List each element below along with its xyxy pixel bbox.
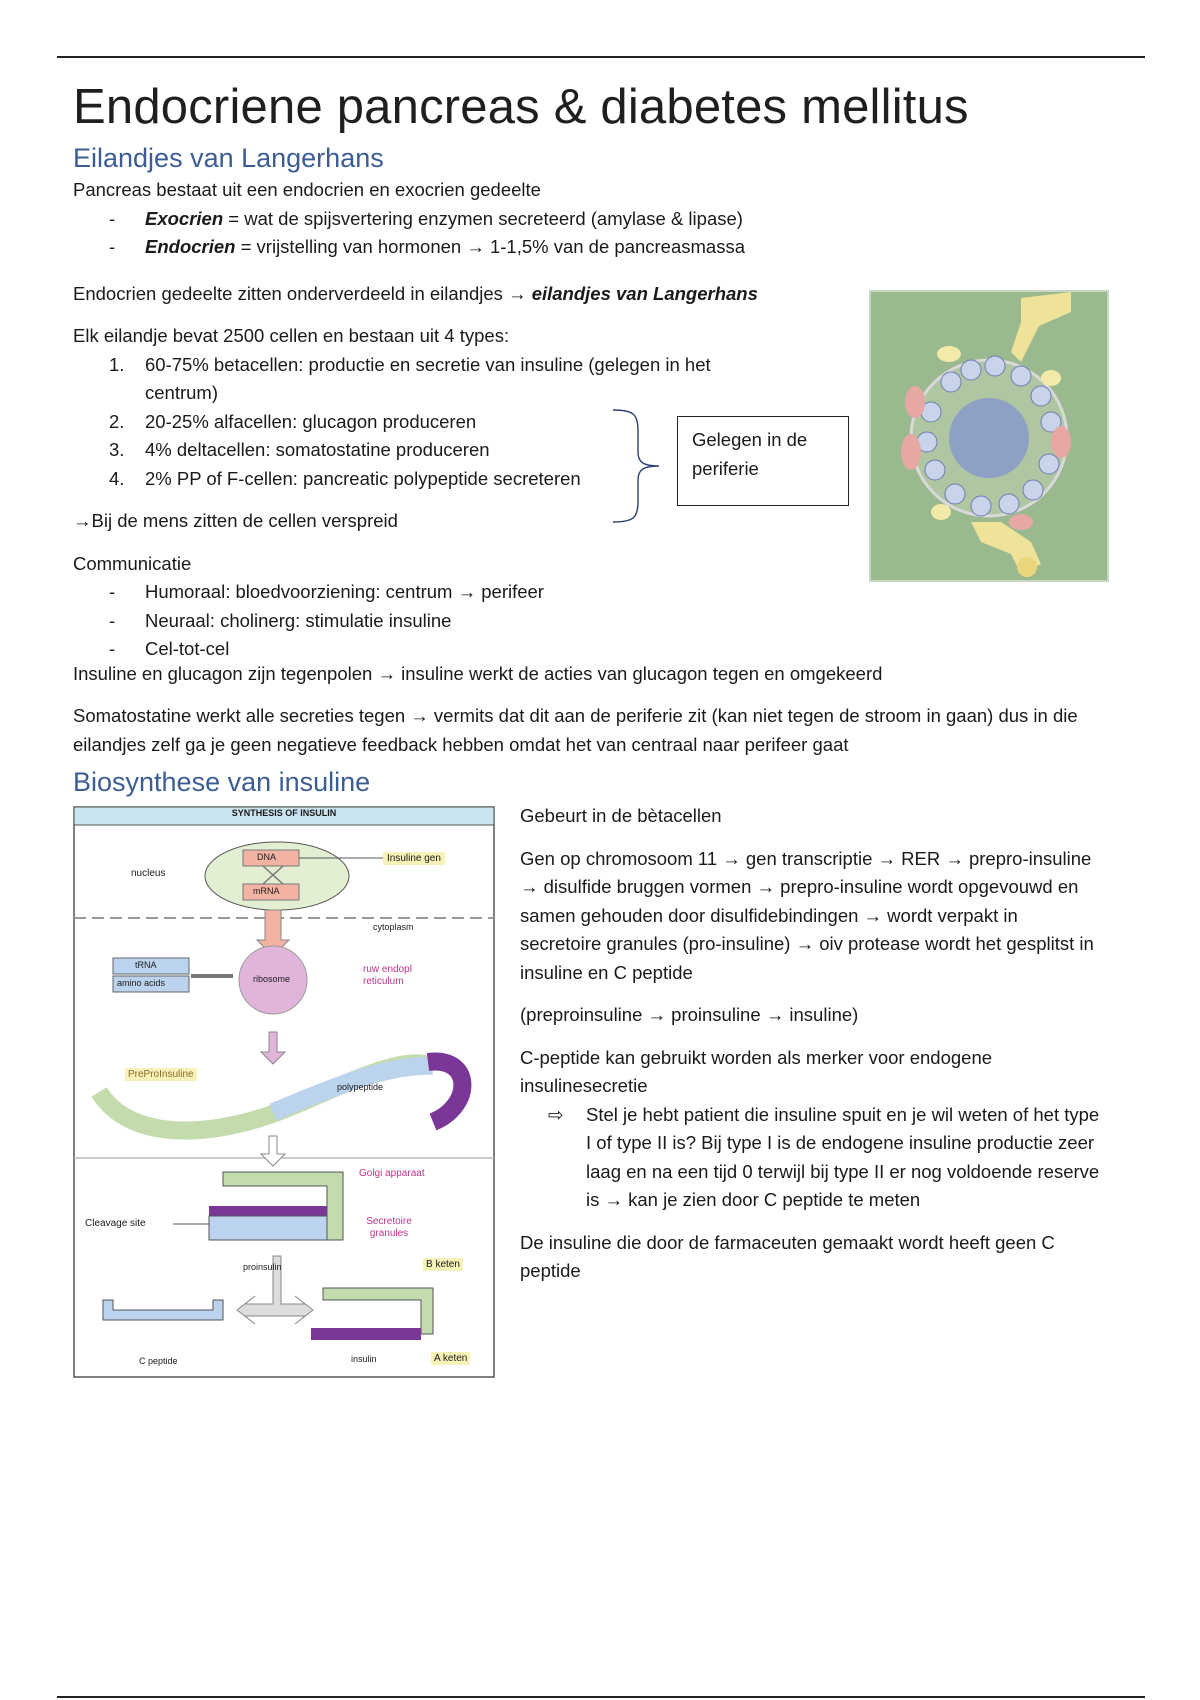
endocrien-text: = vrijstelling van hormonen → 1-1,5% van de pancreasmassa	[235, 236, 745, 257]
label-dna: DNA	[257, 852, 277, 862]
cell-type-text: 2% PP of F-cellen: pancreatic polypeptide secreteren	[145, 467, 581, 489]
c-peptide-detail-list	[520, 1101, 1100, 1215]
glucagon-opposites: Insuline en glucagon zijn tegenpolen → insuline werkt de acties van glucagon tegen en omgekeerd	[73, 663, 883, 684]
list-number: 4.	[109, 467, 125, 489]
bottom-rule	[57, 1696, 1145, 1698]
list-item: - Neuraal: cholinerg: stimulatie insuline	[73, 607, 793, 636]
page-content	[73, 76, 1133, 1366]
figure-header: SYNTHESIS OF INSULIN	[231, 808, 337, 818]
section-heading-langerhans: Eilandjes van Langerhans	[73, 143, 384, 173]
list-item	[73, 205, 793, 234]
cell-type-text: 20-25% alfacellen: glucagon produceren	[145, 410, 477, 432]
list-item	[73, 351, 753, 408]
brace-icon	[593, 406, 683, 526]
term-endocrien: Endocrien	[145, 236, 236, 257]
somatostatin-note: Somatostatine werkt alle secreties tegen → vermits dat dit aan de periferie zit (kan niet tegen de stroom in gaan) dus in die eilandjes zelf ga je geen negatieve feedback hebben omdat het van centraal naar perifeer gaat	[73, 705, 1078, 755]
islets-line	[73, 280, 793, 309]
islets-line-text: Endocrien gedeelte zitten onderverdeeld in eilandjes →	[73, 282, 532, 304]
label-mrna: mRNA	[253, 886, 280, 896]
label-a-chain: A keten	[431, 1352, 470, 1365]
communication-list	[73, 578, 793, 664]
section-heading-biosynthesis: Biosynthese van insuline	[73, 767, 371, 797]
term-exocrien: Exocrien	[145, 207, 224, 229]
label-proinsulin: proinsulin	[243, 1262, 282, 1272]
pancreas-intro: Pancreas bestaat uit een endocrien en exocrien gedeelte	[73, 179, 541, 200]
label-rer: ruw endopl reticulum	[363, 964, 412, 987]
list-number: 3.	[109, 439, 125, 460]
label-trna: tRNA	[135, 960, 157, 970]
islet-diagram-icon	[871, 292, 1107, 580]
list-item: - Cel-tot-cel	[73, 635, 793, 664]
label-nucleus: nucleus	[131, 868, 166, 879]
beta-cells-note: Gebeurt in de bètacellen	[520, 805, 722, 826]
periphery-box: Gelegen in de periferie	[677, 416, 849, 506]
spread-note: →Bij de mens zitten de cellen verspreid	[73, 510, 398, 531]
insulin-synthesis-figure	[73, 806, 495, 1378]
synthesis-summary: (preproinsuline → proinsuline → insuline)	[520, 1004, 859, 1025]
c-peptide-detail: Stel je hebt patient die insuline spuit en je wil weten of het type I of type II is? Bij type I is de endogene insuline productie zeer laag en na een tijd 0 terwijl bij type II er nog voldoende reserve is → kan je zien door C peptide te meten	[586, 1103, 1100, 1210]
label-preproinsuline: PreProInsuline	[125, 1068, 197, 1081]
islet-illustration	[869, 290, 1109, 582]
exocrien-text: = wat de spijsvertering enzymen secreteerd (amylase & lipase)	[223, 207, 743, 229]
list-number: 2.	[109, 410, 125, 432]
cells-intro: Elk eilandje bevat 2500 cellen en bestaan uit 4 types:	[73, 325, 510, 346]
islets-term: eilandjes van Langerhans	[531, 282, 758, 304]
list-number: 1.	[109, 353, 125, 375]
synthesis-diagram	[73, 806, 495, 1378]
label-amino-acids: amino acids	[117, 978, 166, 988]
label-golgi: Golgi apparaat	[359, 1168, 425, 1179]
label-insuline-gen: Insuline gen	[383, 852, 445, 865]
pharma-insulin-note: De insuline die door de farmaceuten gemaakt wordt heeft geen C peptide	[520, 1231, 1055, 1281]
biosynthesis-text	[520, 802, 1100, 1286]
label-c-peptide: C peptide	[139, 1356, 178, 1366]
label-cytoplasm: cytoplasm	[373, 922, 414, 932]
c-peptide-note: C-peptide kan gebruikt worden als merker voor endogene insulinesecretie	[520, 1046, 993, 1096]
label-cleavage-site: Cleavage site	[85, 1218, 146, 1229]
communication-heading: Communicatie	[73, 552, 192, 574]
synthesis-steps: Gen op chromosoom 11 → gen transcriptie → RER → prepro-insuline → disulfide bruggen vormen → prepro-insuline wordt opgevouwd en samen gehouden door disulfidebindingen → wordt verpakt in secretoire granules (pro-insuline) → oiv protease wordt het gesplitst in insuline en C peptide	[520, 847, 1094, 983]
list-item: - Humoraal: bloedvoorziening: centrum → perifeer	[73, 578, 793, 607]
label-polypeptide: polypeptide	[337, 1082, 384, 1092]
cell-type-text: 60-75% betacellen: productie en secretie van insuline (gelegen in het centrum)	[145, 353, 711, 403]
label-secretory-granules: Secretoire granules	[366, 1216, 412, 1239]
list-item	[73, 233, 793, 262]
label-ribosome: ribosome	[253, 974, 291, 984]
list-item	[520, 1101, 1100, 1215]
label-b-chain: B keten	[423, 1258, 463, 1271]
page-title: Endocriene pancreas & diabetes mellitus	[73, 80, 969, 134]
pancreas-parts-list	[73, 205, 793, 262]
top-rule	[57, 56, 1145, 58]
arrow-icon: ⇨	[548, 1103, 564, 1125]
label-insulin: insulin	[351, 1354, 377, 1364]
cell-type-text: 4% deltacellen: somatostatine produceren	[145, 439, 490, 460]
